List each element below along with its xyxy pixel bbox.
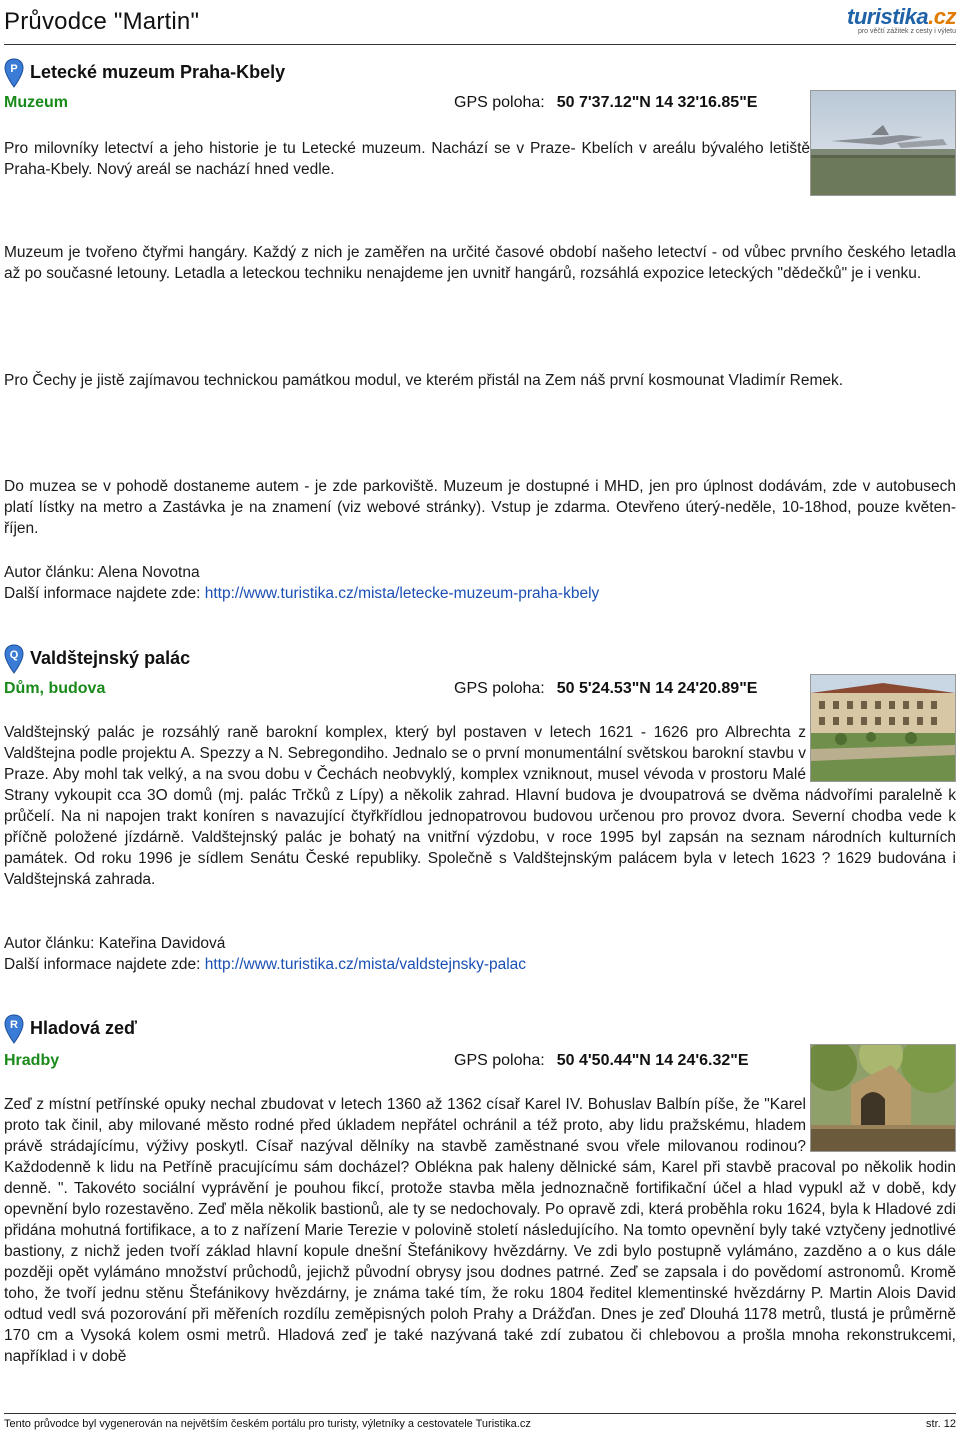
footer-text: Tento průvodce byl vygenerován na největším českém portálu pro turisty, výletníky a cestovatele Turistika.cz <box>4 1418 531 1430</box>
page-footer <box>4 1418 956 1430</box>
more-info-link[interactable]: http://www.turistika.cz/mista/valdstejnsky-palac <box>204 956 527 973</box>
more-info: Další informace najdete zde: http://www.turistika.cz/mista/letecke-muzeum-praha-kbely <box>4 585 600 602</box>
place-description: Pro Čechy je jistě zajímavou technickou památkou modul, ve kterém přistál na Zem náš první kosmounat Vladimír Remek. <box>4 372 844 389</box>
photo-text-spacer <box>806 722 956 784</box>
page-header <box>0 0 960 44</box>
place-section-hladova-zed <box>4 1014 956 1404</box>
gps-position: GPS poloha: 50 7'37.12"N 14 32'16.85"E <box>454 94 758 111</box>
article-author: Autor článku: Alena Novotna <box>4 564 200 581</box>
place-description: Pro milovníky letectví a jeho historie je tu Letecké muzeum. Nachází se v Praze- Kbelích v areálu bývalého letiště Praha-Kbely. Nový areál se nachází hned vedle. <box>4 140 810 178</box>
more-info: Další informace najdete zde: http://www.turistika.cz/mista/valdstejnsky-palac <box>4 956 527 973</box>
place-title: Hladová zeď <box>30 1018 137 1038</box>
turistika-logo[interactable] <box>847 4 956 36</box>
svg-text:Q: Q <box>9 649 19 661</box>
gps-position: GPS poloha: 50 5'24.53"N 14 24'20.89"E <box>454 680 758 697</box>
document-title: Průvodce "Martin" <box>4 8 200 35</box>
photo-text-spacer <box>806 1094 956 1154</box>
svg-text:R: R <box>10 1019 18 1031</box>
place-description: Do muzea se v pohodě dostaneme autem - je zde parkoviště. Muzeum je dostupné i MHD, jen pro úplnost dodávám, zde v autobusech platí lístky na metro a Zastávka je na znamení (viz webové stránky). Vstup je zdarma. Otevřeno úterý-neděle, 10-18hod, pouze květen-říjen. <box>4 478 956 537</box>
place-photo-aircraft <box>810 90 956 196</box>
more-info-link[interactable]: http://www.turistika.cz/mista/letecke-muzeum-praha-kbely <box>204 585 600 602</box>
place-title: Letecké muzeum Praha-Kbely <box>30 62 286 82</box>
place-description: Zeď z místní petřínské opuky nechal zbudovat v letech 1360 až 1362 císař Karel IV. Bohuslav Balbín píše, že "Karel proto tak činil, aby milované město rodné před úkladem nepřátel ochránil a též proto, aby lidu pražskému, hladem právě strádajícímu, výživy poskytl. Císař nazýval dělníky na stavbě zaměstnané svou vřele milovanou rodinou? Každodenně k lidu na Petříně pracujícímu sám docházel? Oblékna pak haleny dělnické sám, Karel při stavbě pracoval po několik hodin denně. ". Takovéto sociální vyprávění je pouhou fikcí, protože stavba měla jednoznačně fortifikační účel a hlad vypukl až v době, kdy opevnění bylo rozestavěno. Zeď měla několik bastionů, ale ty se nedochovaly. Po opravě zdi, která proběhla roku 1624, byla k Hladové zdi přidána mohutná fortifikace, a to z nařízení Marie Terezie v polovině století následujícího. Na tomto opevnění byly také vztyčeny jednotlivé bastiony, z nichž jeden tvoří základ hlavní kopule dnešní Štefánikovy hvězdárny. Ve zdi bylo postupně vylámáno, zazděno a o kus dále později opět vylámáno množství průchodů, jejichž původní obrysy jsou dodnes patrné. Zeď se zapsala i do povědomí astronomů. Kromě toho, že tvoří jednu stěnu Štefánikovy hvězdárny, je známa také tím, že roku 1804 ředitel klementinské hvězdárny P. Martin Alois David odtud vedl svá pozorování při měřeních rozdílu zeměpisných poloh Prahy a Drážďan. Dnes je zeď Dlouhá 1178 metrů, tlustá je průměrně 170 cm a Vysoká kolem osmi metrů. Hladová zeď je také nazývaná také zdí zubatou či chlebovou a prošla mnoha rekonstrukcemi, například i v době <box>4 1096 956 1365</box>
place-section-letecke-muzeum <box>4 58 956 618</box>
svg-text:P: P <box>10 63 18 75</box>
place-description: Muzeum je tvořeno čtyřmi hangáry. Každý z nich je zaměřen na určité časové období našeho letectví - od vůbec prvního českého letadla až po současné letouny. Letadla a leteckou techniku nenajdeme jen uvnitř hangárů, rozsáhlá expozice leteckých "dědečků" je i venku. <box>4 244 956 282</box>
map-pin-r-icon <box>4 1014 24 1044</box>
map-pin-p-icon <box>4 58 24 88</box>
article-author: Autor článku: Kateřina Davidová <box>4 935 226 952</box>
gps-position: GPS poloha: 50 4'50.44"N 14 24'6.32"E <box>454 1052 749 1069</box>
place-title: Valdštejnský palác <box>30 648 191 668</box>
place-description: Valdštejnský palác je rozsáhlý raně barokní komplex, který byl postaven v letech 1621 - 1626 pro Albrechta z Valdštejna podle projektu A. Spezzy a N. Sebregondiho. Jednalo se o první monumentální světskou barokní stavbu v Praze. Aby mohl tak velký, a na svou dobu v Čechách neobvyklý, komplex vzniknout, musel vévoda v prostoru Malé Strany vykoupit cca 3O domů (mj. palác Trčků z Lípy) a několik zahrad. Hlavní budova je dvoupatrová se dvěma nádvořími paralelně k průčelí. Na ni napojen trakt koníren s navazující čtyřkřídlou jednopatrovou budovou určenou pro provoz dvora. Severní chodba vede k příčně položené jízdárně. Valdštejnský palác je bohatý na vnitřní výzdobu, v roce 1995 byl zapsán na seznam národních kulturních památek. Od roku 1996 je sídlem Senátu České republiky. Společně s Valdštejnským palácem byla v letech 1623 ? 1629 budována i Valdštejnská zahrada. <box>4 724 956 888</box>
logo-tagline: pro věčtí zážitek z cesty i výletu <box>857 28 956 35</box>
map-pin-q-icon <box>4 644 24 674</box>
place-category: Hradby <box>4 1052 60 1069</box>
place-category: Muzeum <box>4 94 68 111</box>
footer-divider <box>4 1413 956 1414</box>
logo-brand: turistika.cz <box>847 4 956 29</box>
place-section-valdstejnsky-palac <box>4 644 956 979</box>
place-category: Dům, budova <box>4 680 106 697</box>
header-divider <box>4 44 956 45</box>
page-number: str. 12 <box>926 1418 956 1430</box>
